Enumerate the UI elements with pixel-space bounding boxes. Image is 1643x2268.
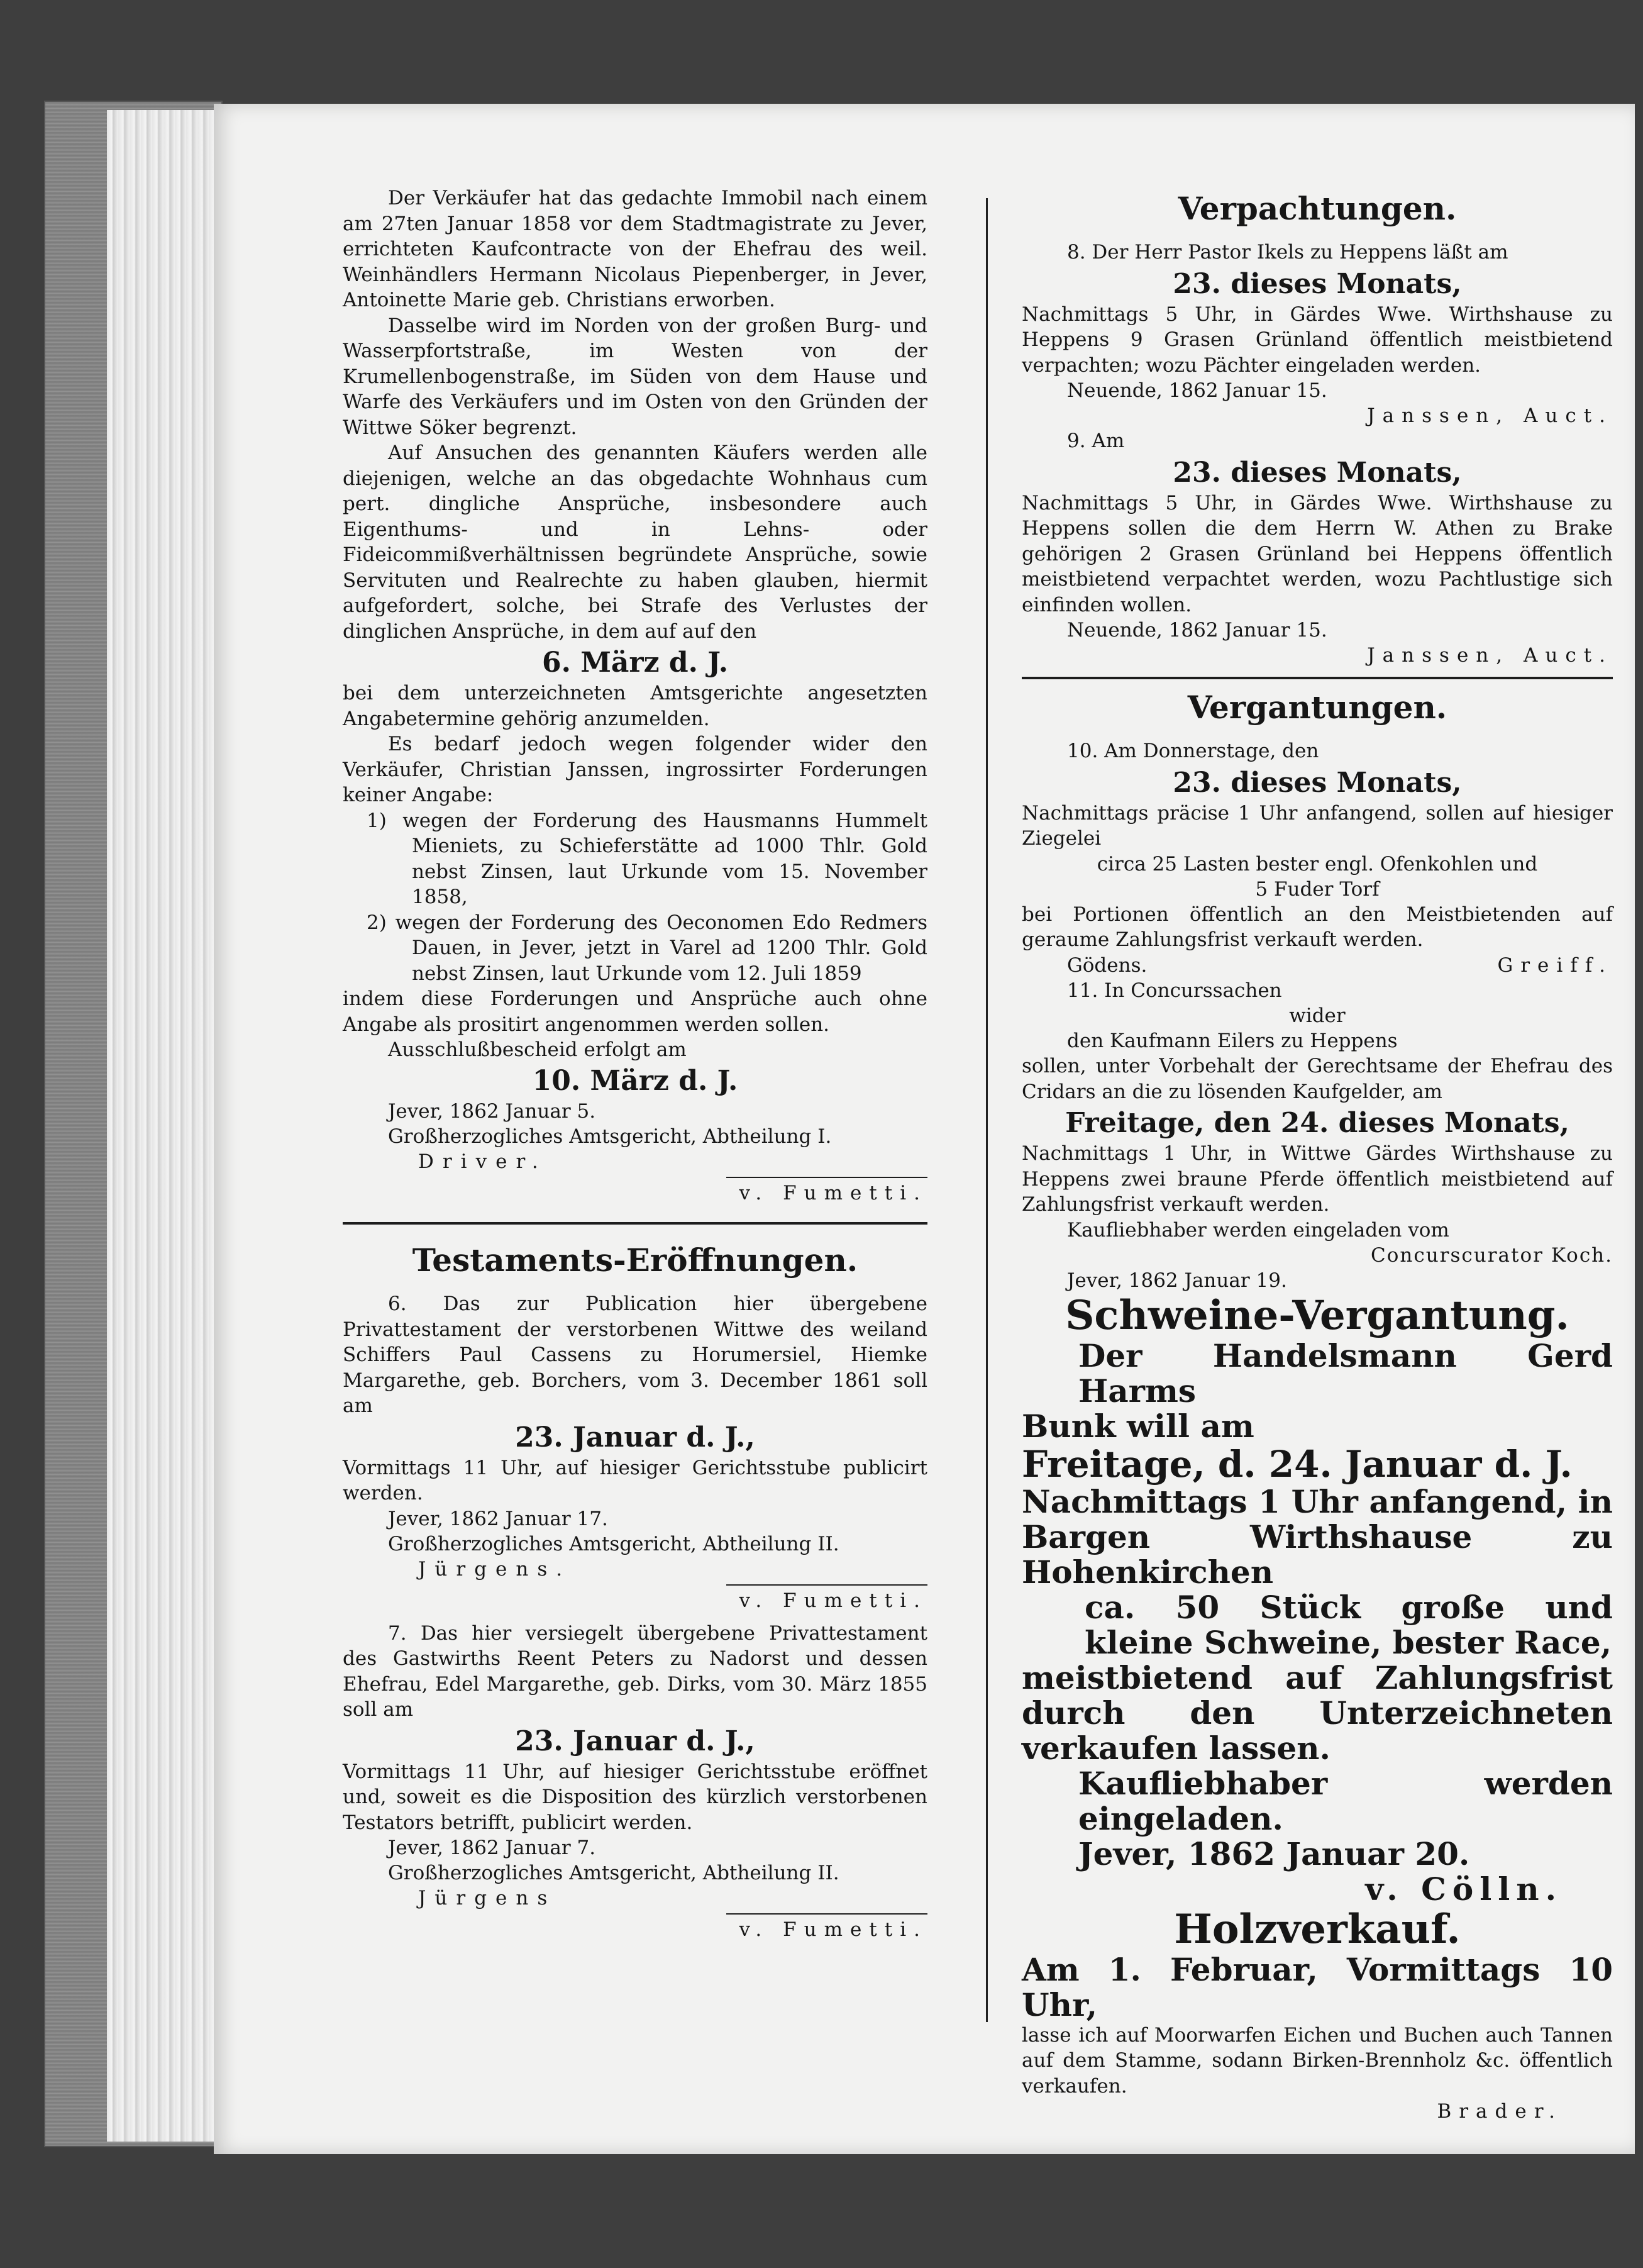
place-date-2: Jever, 1862 Januar 17. <box>388 1507 608 1530</box>
pig-auction-line-2: Bunk will am <box>1022 1407 1254 1445</box>
section-title-leases: Verpachtungen. <box>1178 190 1457 227</box>
newspaper-page <box>214 104 1635 2154</box>
auction-10-intro: 10. Am Donnerstage, den <box>1067 740 1319 762</box>
lease-8-signature: Janssen, Auct. <box>1367 404 1613 427</box>
wood-sale-signature: Brader. <box>1437 2100 1563 2123</box>
auction-11-intro: 11. In Concurssachen <box>1067 979 1282 1002</box>
place-date-3: Jever, 1862 Januar 7. <box>388 1837 596 1859</box>
lease-9-place: Neuende, 1862 Januar 15. <box>1067 619 1327 642</box>
auction-10-text-2: bei Portionen öffentlich an den Meistbietenden auf geraume Zahlungsfrist verkauft werden. <box>1022 903 1613 951</box>
signature-line-2 <box>726 1584 927 1586</box>
claims-intro: Es bedarf jedoch wegen folgender wider den Verkäufer, Christian Janssen, ingrossirter Forderungen keiner Angabe: <box>343 733 927 806</box>
auction-10-signature-row <box>1022 953 1613 978</box>
auction-10-text: Nachmittags präcise 1 Uhr anfangend, sollen auf hiesiger Ziegelei <box>1022 801 1613 850</box>
auction-10-item-peat: 5 Fuder Torf <box>1255 877 1380 901</box>
auction-10-item-coal: circa 25 Lasten bester engl. Ofenkohlen und <box>1097 852 1538 876</box>
judge-signature-1: Driver. <box>418 1150 547 1173</box>
clerk-signature-1: v. Fumetti. <box>739 1182 927 1204</box>
registration-note: bei dem unterzeichneten Amtsgerichte angesetzten Angabetermine gehörig anzumelden. <box>343 682 927 730</box>
lease-8-text: Nachmittags 5 Uhr, in Gärdes Wwe. Wirthshause zu Heppens 9 Grasen Grünland öffentlich meistbietend verpachten; wozu Pächter eingeladen werden. <box>1022 303 1613 377</box>
auction-11-signature: Concurscurator Koch. <box>1371 1243 1613 1267</box>
clerk-signature-3: v. Fumetti. <box>739 1918 927 1941</box>
auction-11-place: Jever, 1862 Januar 19. <box>1067 1269 1287 1292</box>
auction-10-date: 23. dieses Monats, <box>1173 766 1462 799</box>
claims-outro: indem diese Forderungen und Ansprüche auch ohne Angabe als prositirt angenommen werden sollen. <box>343 987 927 1036</box>
column-divider <box>986 198 988 2022</box>
lease-8-date: 23. dieses Monats, <box>1173 267 1462 300</box>
pig-auction-line-1: Der Handelsmann Gerd Harms <box>1078 1337 1613 1409</box>
pig-auction-invite: Kaufliebhaber werden eingeladen. <box>1078 1764 1613 1837</box>
pig-auction-items: ca. 50 Stück große und kleine Schweine, bester Race, <box>1085 1588 1613 1661</box>
lease-9-signature: Janssen, Auct. <box>1367 644 1613 667</box>
section-title-auctions: Vergantungen. <box>1187 689 1447 726</box>
clerk-signature-2: v. Fumetti. <box>739 1589 927 1612</box>
right-column <box>1022 186 1613 2124</box>
signature-line-1 <box>726 1177 927 1178</box>
will-6-rest: Vormittags 11 Uhr, auf hiesiger Gerichtsstube publicirt werden. <box>343 1456 927 1504</box>
sale-paragraph-1: Der Verkäufer hat das gedachte Immobil nach einem am 27ten Januar 1858 vor dem Stadtmagistrate zu Jever, errichteten Kaufcontracte von der Ehefrau des weil. Weinhändlers Hermann Nicolaus Piepenberger, in Jever, Antoinette Marie geb. Christians erworben. <box>343 187 927 311</box>
pig-auction-title: Schweine-Vergantung. <box>1065 1291 1569 1339</box>
will-7-text: 7. Das hier versiegelt übergebene Privattestament des Gastwirths Reent Peters zu Nadorst und dessen Ehefrau, Edel Margarethe, geb. Dirks, vom 30. März 1855 soll am <box>343 1621 927 1721</box>
section-title-wills: Testaments-Eröffnungen. <box>412 1242 858 1279</box>
place-date-1: Jever, 1862 Januar 5. <box>388 1100 596 1123</box>
sale-paragraph-2: Dasselbe wird im Norden von der großen Burg- und Wasserpfortstraße, im Westen von der Krumellenbogenstraße, im Süden von dem Hause und Warfe des Verkäufers und im Osten von den Gründen der Wittwe Söker begrenzt. <box>343 314 927 439</box>
claim-2: 2) wegen der Forderung des Oeconomen Edo Redmers Dauen, in Jever, jetzt in Varel ad 1200 Thlr. Gold nebst Zinsen, laut Urkunde vom 12. Juli 1859 <box>367 911 927 985</box>
registration-date: 6. März d. J. <box>541 647 729 679</box>
auction-10-place: Gödens. <box>1067 953 1148 977</box>
will-7-date: 23. Januar d. J., <box>515 1725 755 1757</box>
wood-sale-text: lasse ich auf Moorwarfen Eichen und Buchen auch Tannen auf dem Stamme, sodann Birken-Brennholz &c. öffentlich verkaufen. <box>1022 2023 1613 2098</box>
auction-11-wider: wider <box>1289 1004 1346 1027</box>
auction-11-date: Freitage, den 24. dieses Monats, <box>1065 1107 1569 1139</box>
pig-auction-date: Freitage, d. 24. Januar d. J. <box>1022 1442 1573 1486</box>
lease-9-date: 23. dieses Monats, <box>1173 456 1462 489</box>
court-name-2: Großherzogliches Amtsgericht, Abtheilung II. <box>388 1532 839 1555</box>
pig-auction-signature: v. Cölln. <box>1365 1870 1563 1908</box>
will-6-date: 23. Januar d. J., <box>515 1421 755 1454</box>
pig-auction-text: Nachmittags 1 Uhr anfangend, in Bargen Wirthshause zu Hohenkirchen <box>1022 1482 1613 1591</box>
exclusion-note: Ausschlußbescheid erfolgt am <box>388 1038 687 1061</box>
auction-10-signature: Greiff. <box>1497 953 1613 977</box>
auction-11-invite: Kaufliebhaber werden eingeladen vom <box>1067 1218 1449 1242</box>
auction-11-party: den Kaufmann Eilers zu Heppens <box>1067 1030 1398 1052</box>
lease-8-place: Neuende, 1862 Januar 15. <box>1067 379 1327 402</box>
lease-9-text: Nachmittags 5 Uhr, in Gärdes Wwe. Wirthshause zu Heppens sollen die dem Herrn W. Athen zu Brake gehörigen 2 Grasen Grünland bei Heppens öffentlich meistbietend verpachtet werden, wozu Pachtlustige sich einfinden wollen. <box>1022 491 1613 616</box>
lease-8-intro: 8. Der Herr Pastor Ikels zu Heppens läßt am <box>1067 241 1508 264</box>
section-rule-2 <box>1022 677 1613 679</box>
auction-11-text: sollen, unter Vorbehalt der Gerechtsame der Ehefrau des Cridars an die zu lösenden Kaufgelder, am <box>1022 1055 1613 1103</box>
left-column <box>343 186 927 1942</box>
section-rule-1 <box>343 1222 927 1225</box>
claim-1: 1) wegen der Forderung des Hausmanns Hummelt Mieniets, zu Schieferstätte ad 1000 Thlr. Gold nebst Zinsen, laut Urkunde vom 15. November 1858, <box>367 809 927 908</box>
judge-signature-2: Jürgens. <box>418 1557 572 1581</box>
will-6-text: 6. Das zur Publication hier übergebene Privattestament der verstorbenen Wittwe des weiland Schiffers Paul Cassens zu Horumersiel, Hiemke Margarethe, geb. Borchers, vom 3. December 1861 soll am <box>343 1292 927 1417</box>
will-7-rest: Vormittags 11 Uhr, auf hiesiger Gerichtsstube eröffnet und, soweit es die Disposition des kürzlich verstorbenen Testators betrifft, publicirt werden. <box>343 1760 927 1834</box>
judge-signature-3: Jürgens <box>418 1887 556 1909</box>
pig-auction-place: Jever, 1862 Januar 20. <box>1078 1835 1470 1872</box>
auction-11-text-2: Nachmittags 1 Uhr, in Wittwe Gärdes Wirthshause zu Heppens zwei braune Pferde öffentlich meistbietend auf Zahlungsfrist verkauft werden. <box>1022 1142 1613 1216</box>
court-name-3: Großherzogliches Amtsgericht, Abtheilung II. <box>388 1862 839 1884</box>
lease-9-intro: 9. Am <box>1067 430 1125 452</box>
wood-sale-date: Am 1. Februar, Vormittags 10 Uhr, <box>1022 1950 1613 2023</box>
pig-auction-text-2: meistbietend auf Zahlungsfrist durch den Unterzeichneten verkaufen lassen. <box>1022 1659 1613 1767</box>
exclusion-date: 10. März d. J. <box>532 1065 738 1097</box>
sale-paragraph-3: Auf Ansuchen des genannten Käufers werden alle diejenigen, welche an das obgedachte Wohnhaus cum pert. dingliche Ansprüche, insbesondere auch Eigenthums- und in Lehns- oder Fideicommißverhältnissen begründete Ansprüche, sowie Servituten und Realrechte zu haben glauben, hiermit aufgefordert, solche, bei Strafe des Verlustes der dinglichen Ansprüche, in dem auf auf den <box>343 442 927 643</box>
signature-line-3 <box>726 1913 927 1915</box>
court-name-1: Großherzogliches Amtsgericht, Abtheilung I. <box>388 1125 832 1148</box>
wood-sale-title: Holzverkauf. <box>1174 1905 1461 1953</box>
